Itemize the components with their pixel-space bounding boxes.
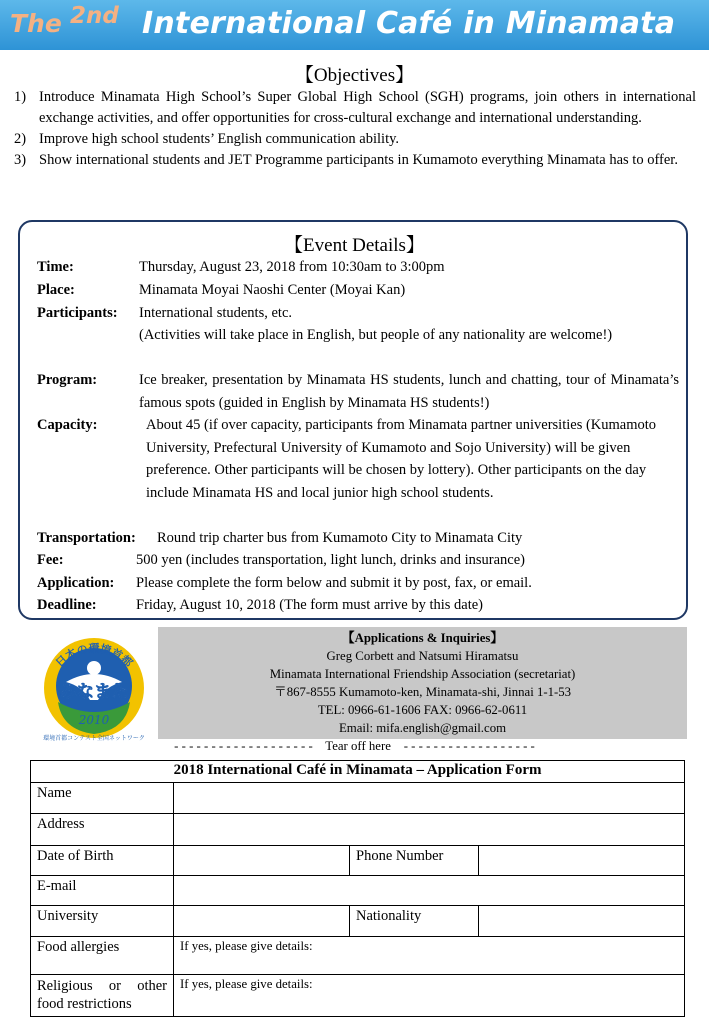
event-fee-label: Fee: (37, 552, 64, 568)
contact-organization: Minamata International Friendship Association (secretariat) (269, 667, 576, 681)
form-nationality-field[interactable] (479, 906, 685, 937)
form-food-allergies-hint: If yes, please give details: (180, 939, 313, 953)
event-application-value: Please complete the form below and submit it by post, fax, or email. (136, 575, 532, 591)
objective-item (14, 150, 696, 171)
logo-bottom-text: 環境首都コンテスト全国ネットワーク (43, 735, 145, 742)
form-religious-restrictions-field[interactable] (174, 975, 685, 1017)
form-dob-field[interactable] (174, 846, 350, 876)
form-phone-field[interactable] (479, 846, 685, 876)
contact-email: Email: mifa.english@gmail.com (338, 721, 507, 735)
event-participants-note: (Activities will take place in English, but people of any nationality are welcome!) (139, 327, 613, 343)
event-details-heading: 【Event Details】 (284, 235, 425, 256)
contact-address: 〒867-8555 Kumamoto-ken, Minamata-shi, Jinnai 1-1-53 (273, 685, 572, 699)
event-participants-label: Participants: (37, 305, 118, 321)
form-title: 2018 International Café in Minamata – Application Form (31, 761, 685, 783)
event-capacity-value: About 45 (if over capacity, participants from Minamata partner universities (Kumamoto University, Prefectural University of Kumamoto and Sojo University) will be given preference. Other participants will be chosen by lottery). Other participants on the day include Minamata HS and local junior high school students. (146, 417, 657, 501)
logo-figure-head (87, 661, 101, 675)
application-form (30, 760, 685, 1017)
event-deadline-label: Deadline: (37, 597, 97, 613)
event-time-label: Time: (37, 259, 74, 275)
event-place-value: Minamata Moyai Naoshi Center (Moyai Kan) (139, 282, 406, 298)
event-program-label: Program: (37, 372, 98, 388)
objectives-list (14, 87, 696, 171)
form-email-field[interactable] (174, 876, 685, 906)
banner-ordinal: 2nd (70, 3, 119, 29)
form-nationality-label: Nationality (350, 906, 479, 937)
event-application-label: Application: (37, 575, 115, 591)
objective-text: Improve high school students’ English communication ability. (39, 131, 400, 147)
logo-top-text: 日本の環境首都 (53, 642, 135, 670)
event-deadline-value: Friday, August 10, 2018 (The form must arrive by this date) (136, 597, 484, 613)
banner-the: The (10, 9, 62, 38)
objective-number: 2) (14, 131, 27, 147)
form-address-field[interactable] (174, 814, 685, 846)
logo-year: 2010 (78, 713, 110, 727)
contact-title: 【Applications & Inquiries】 (341, 631, 504, 645)
form-religious-restrictions-label: Religious or other food restrictions (31, 975, 174, 1017)
form-university-label: University (31, 906, 174, 937)
objective-item (14, 87, 696, 129)
banner-title: International Café in Minamata (142, 6, 676, 41)
event-time-value: Thursday, August 23, 2018 from 10:30am to 3:00pm (139, 259, 445, 275)
objective-number: 3) (14, 152, 27, 168)
tear-off-line: - - - - - - - - - - - - - - - - - - - Tear off here - - - - - - - - - - - - - - - - - - (174, 739, 535, 753)
objective-text: Show international students and JET Programme participants in Kumamoto everything Minamata has to offer. (39, 152, 678, 168)
event-capacity-label: Capacity: (37, 417, 98, 433)
event-fee-value: 500 yen (includes transportation, light lunch, drinks and insurance) (136, 552, 525, 568)
applications-inquiries-box (158, 627, 687, 739)
objective-text: Introduce Minamata High School’s Super Global High School (SGH) programs, join others in international exchange activities, and offer opportunities for cross-cultural exchange and international understanding. (39, 89, 696, 126)
form-name-field[interactable] (174, 783, 685, 814)
objective-number: 1) (14, 89, 27, 105)
logo-name: みなまた (60, 682, 128, 702)
form-email-label: E-mail (31, 876, 174, 906)
form-university-field[interactable] (174, 906, 350, 937)
event-transportation-label: Transportation: (37, 530, 136, 546)
objective-item (14, 129, 696, 150)
form-food-allergies-field[interactable] (174, 937, 685, 975)
event-place-label: Place: (37, 282, 75, 298)
objectives-heading: 【Objectives】 (294, 65, 415, 86)
contact-names: Greg Corbett and Natsumi Hiramatsu (326, 649, 519, 663)
form-food-allergies-label: Food allergies (31, 937, 174, 975)
form-religious-restrictions-hint: If yes, please give details: (180, 977, 313, 991)
title-banner (0, 0, 709, 50)
form-phone-label: Phone Number (350, 846, 479, 876)
event-program-value: Ice breaker, presentation by Minamata HS students, lunch and chatting, tour of Minamata’s famous spots (guided in English by Minamata HS students!) (139, 372, 679, 411)
form-address-label: Address (31, 814, 174, 846)
event-participants-value: International students, etc. (139, 305, 293, 321)
form-name-label: Name (31, 783, 174, 814)
contact-phone-fax: TEL: 0966-61-1606 FAX: 0966-62-0611 (317, 703, 528, 717)
minamata-environment-logo (36, 630, 152, 746)
event-transportation-value: Round trip charter bus from Kumamoto City to Minamata City (157, 530, 523, 546)
form-dob-label: Date of Birth (31, 846, 174, 876)
